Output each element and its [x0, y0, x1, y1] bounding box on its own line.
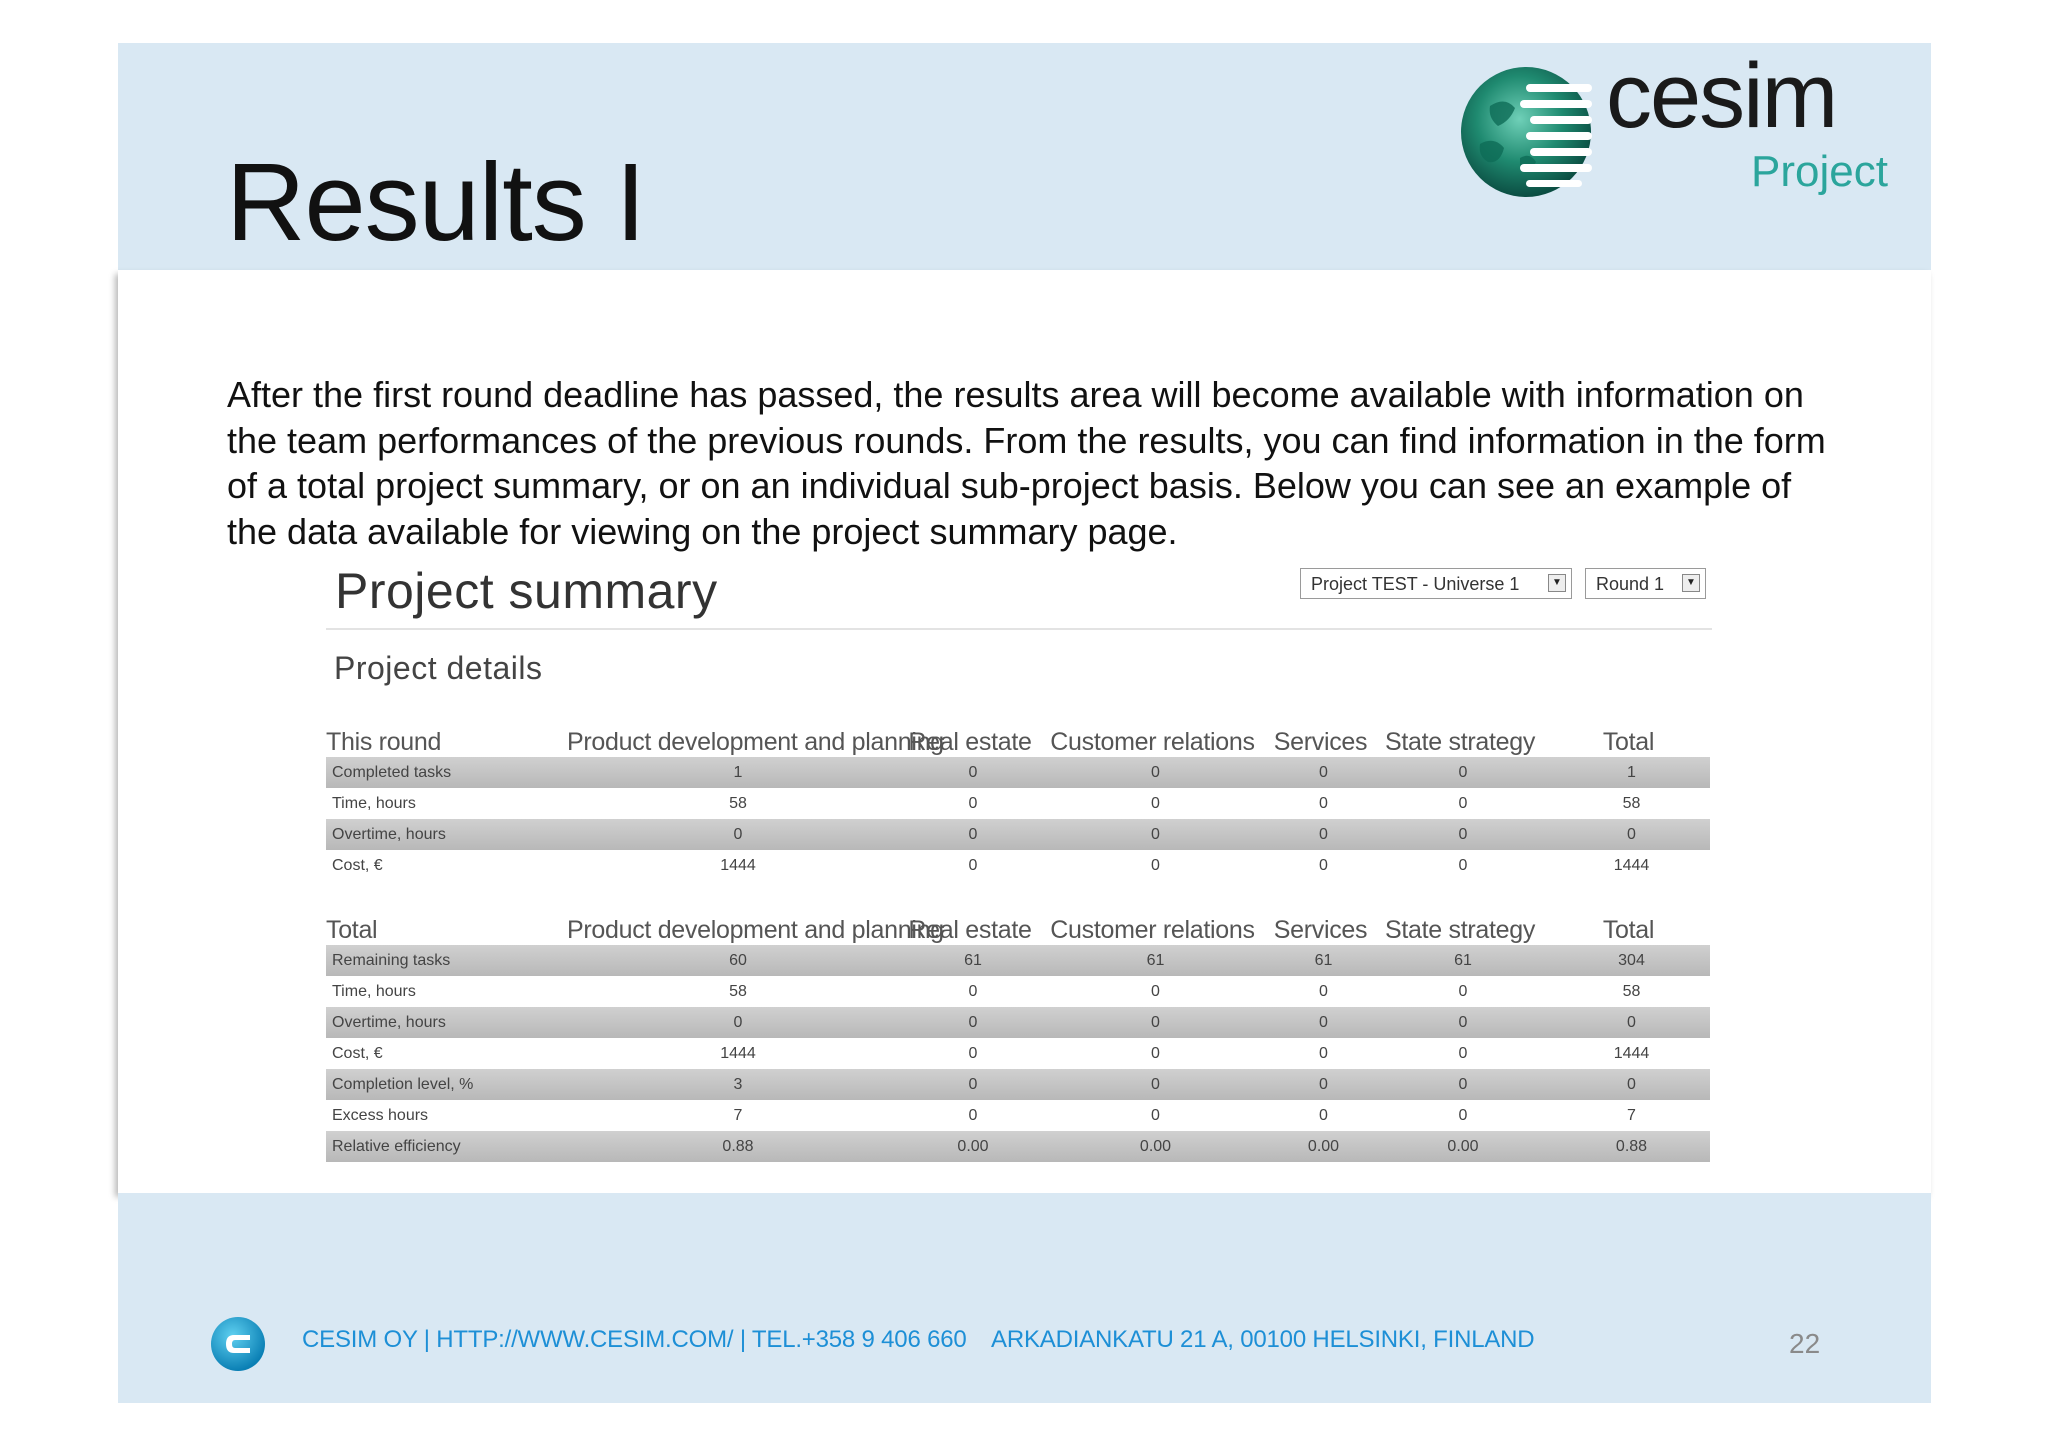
column-header: Total: [326, 916, 378, 944]
project-summary-title: Project summary: [335, 563, 718, 619]
column-header: Services: [1273, 728, 1368, 756]
table-cell: 1444: [1547, 850, 1710, 881]
column-header: Customer relations: [1050, 916, 1255, 944]
project-summary-screenshot: [326, 560, 1712, 1170]
table-cell: 0: [1037, 976, 1268, 1007]
table-row: [326, 976, 1710, 1007]
table-cell: 1: [567, 757, 903, 788]
table-row: [326, 850, 1710, 881]
table-cell: 1444: [1547, 1038, 1710, 1069]
table-cell: 0: [903, 1100, 1037, 1131]
table-row: [326, 1007, 1710, 1038]
column-header: Total: [1602, 916, 1655, 944]
column-header: Total: [1602, 728, 1655, 756]
table-cell: 0: [1268, 1038, 1373, 1069]
row-label: Completion level, %: [326, 1069, 567, 1100]
title-divider: [326, 628, 1712, 630]
table-cell: 61: [1268, 945, 1373, 976]
table-cell: 0: [903, 976, 1037, 1007]
table-cell: 0: [1373, 819, 1547, 850]
column-header: State strategy: [1384, 916, 1536, 944]
intro-paragraph: After the first round deadline has passed, the results area will become available with information on the team performances of the previous rounds. From the results, you can find information in the form of a total project summary, or on an individual sub-project basis. Below you can see an example of the data available for viewing on the project summary page.: [227, 374, 1826, 552]
column-header: Product development and planning: [567, 916, 944, 944]
row-label: Remaining tasks: [326, 945, 567, 976]
table-cell: 0: [1268, 1007, 1373, 1038]
table-cell: 0: [1373, 1069, 1547, 1100]
table-cell: 0: [1373, 850, 1547, 881]
column-header: Services: [1273, 916, 1368, 944]
project-select[interactable]: [1300, 568, 1572, 599]
table-cell: 0: [1037, 1069, 1268, 1100]
this-round-table: [326, 723, 1710, 881]
table-cell: 0.00: [1037, 1131, 1268, 1162]
table-cell: 0.88: [1547, 1131, 1710, 1162]
column-header: This round: [326, 728, 442, 756]
row-label: Time, hours: [326, 788, 567, 819]
table-cell: 0: [1268, 788, 1373, 819]
table-row: [326, 757, 1710, 788]
row-label: Relative efficiency: [326, 1131, 567, 1162]
table-cell: 3: [567, 1069, 903, 1100]
table-row: [326, 1100, 1710, 1131]
table-cell: 0: [1037, 1007, 1268, 1038]
table-cell: 0: [1268, 819, 1373, 850]
project-details-heading: Project details: [334, 650, 543, 686]
table-cell: 0: [1373, 788, 1547, 819]
table-cell: 0: [1037, 788, 1268, 819]
row-label: Completed tasks: [326, 757, 567, 788]
table-cell: 60: [567, 945, 903, 976]
table-cell: 0: [903, 819, 1037, 850]
table-cell: 61: [1373, 945, 1547, 976]
page-number: 22: [1789, 1328, 1821, 1359]
this-round-header-row: [326, 723, 1710, 757]
table-cell: 304: [1547, 945, 1710, 976]
table-cell: 58: [1547, 788, 1710, 819]
row-label: Excess hours: [326, 1100, 567, 1131]
table-cell: 61: [1037, 945, 1268, 976]
table-row: [326, 1131, 1710, 1162]
table-cell: 0.00: [1268, 1131, 1373, 1162]
row-label: Overtime, hours: [326, 1007, 567, 1038]
footer-contact: CESIM OY | HTTP://WWW.CESIM.COM/ | TEL.+358 9 406 660 ARKADIANKATU 21 A, 00100 HELSINKI, FINLAND: [302, 1326, 1535, 1353]
table-cell: 0: [1373, 757, 1547, 788]
row-label: Cost, €: [326, 850, 567, 881]
table-cell: 58: [567, 788, 903, 819]
table-cell: 0.00: [903, 1131, 1037, 1162]
table-cell: 0: [1373, 976, 1547, 1007]
table-cell: 58: [1547, 976, 1710, 1007]
table-cell: 58: [567, 976, 903, 1007]
dropdown-arrow-icon[interactable]: ▼: [1548, 574, 1566, 592]
table-row: [326, 819, 1710, 850]
table-cell: 0: [1037, 757, 1268, 788]
table-cell: 0: [1547, 819, 1710, 850]
table-cell: 0: [567, 1007, 903, 1038]
table-cell: 0: [1268, 757, 1373, 788]
column-header: Product development and planning: [567, 728, 944, 756]
table-cell: 0: [1268, 1100, 1373, 1131]
table-cell: 0: [1373, 1038, 1547, 1069]
dropdown-arrow-icon[interactable]: ▼: [1682, 574, 1700, 592]
cesim-c-icon: [210, 1316, 266, 1372]
column-header: State strategy: [1384, 728, 1536, 756]
table-cell: 7: [1547, 1100, 1710, 1131]
table-row: [326, 1038, 1710, 1069]
logo-subtitle: Project: [1751, 147, 1888, 196]
table-cell: 0.88: [567, 1131, 903, 1162]
table-cell: 61: [903, 945, 1037, 976]
total-table: [326, 911, 1710, 1162]
table-cell: 0: [903, 788, 1037, 819]
table-cell: 1444: [567, 850, 903, 881]
table-cell: 0: [1373, 1100, 1547, 1131]
table-cell: 0: [1268, 976, 1373, 1007]
table-cell: 1: [1547, 757, 1710, 788]
table-row: [326, 1069, 1710, 1100]
table-cell: 0: [1373, 1007, 1547, 1038]
round-select[interactable]: [1585, 568, 1706, 599]
column-header: Real estate: [908, 728, 1032, 756]
cesim-project-logo: [1460, 45, 1910, 204]
logo-wordmark: cesim: [1606, 45, 1837, 147]
round-select-value: Round 1: [1596, 574, 1665, 594]
slide-title: Results I: [226, 141, 645, 264]
row-label: Overtime, hours: [326, 819, 567, 850]
table-cell: 0: [1547, 1069, 1710, 1100]
table-cell: 1444: [567, 1038, 903, 1069]
table-cell: 0: [903, 757, 1037, 788]
table-cell: 0: [903, 1038, 1037, 1069]
table-row: [326, 945, 1710, 976]
row-label: Time, hours: [326, 976, 567, 1007]
globe-icon: [1460, 66, 1592, 198]
total-header-row: [326, 911, 1710, 945]
table-cell: 0.00: [1373, 1131, 1547, 1162]
table-cell: 0: [1037, 850, 1268, 881]
table-cell: 0: [903, 850, 1037, 881]
table-cell: 0: [1268, 850, 1373, 881]
column-header: Customer relations: [1050, 728, 1255, 756]
table-cell: 0: [1037, 819, 1268, 850]
column-header: Real estate: [908, 916, 1032, 944]
table-row: [326, 788, 1710, 819]
table-cell: 0: [903, 1069, 1037, 1100]
row-label: Cost, €: [326, 1038, 567, 1069]
table-cell: 7: [567, 1100, 903, 1131]
project-select-value: Project TEST - Universe 1: [1311, 574, 1520, 594]
table-cell: 0: [1037, 1100, 1268, 1131]
footer-band: [118, 1193, 1931, 1403]
table-cell: 0: [1268, 1069, 1373, 1100]
table-cell: 0: [903, 1007, 1037, 1038]
table-cell: 0: [567, 819, 903, 850]
table-cell: 0: [1037, 1038, 1268, 1069]
table-cell: 0: [1547, 1007, 1710, 1038]
